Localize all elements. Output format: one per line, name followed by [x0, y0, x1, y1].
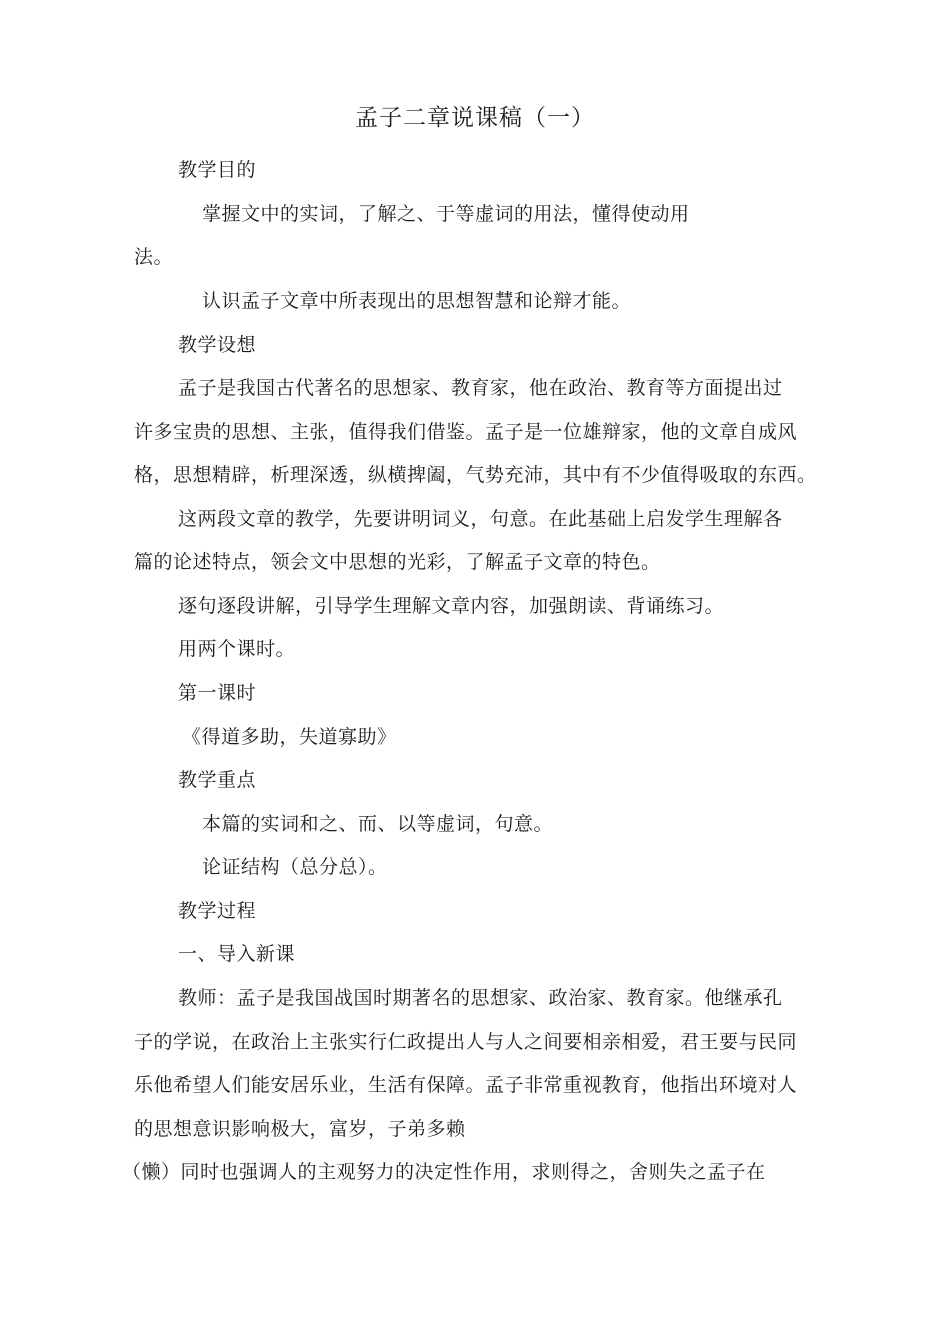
heading-first-lesson: 第一课时 [178, 682, 257, 704]
paragraph-line: 本篇的实词和之、而、以等虚词，句意。 [202, 813, 554, 835]
heading-teaching-objectives: 教学目的 [178, 159, 257, 181]
section-heading: 一、导入新课 [178, 943, 296, 965]
heading-teaching-process: 教学过程 [178, 900, 257, 922]
paragraph-line: 逐句逐段讲解，引导学生理解文章内容，加强朗读、背诵练习。 [178, 595, 725, 617]
document-title: 孟子二章说课稿（一） [355, 105, 595, 131]
paragraph-line: 格，思想精辟，析理深透，纵横捭阖，气势充沛，其中有不少值得吸取的东西。 [134, 464, 817, 486]
paragraph-line: 论证结构（总分总）。 [202, 856, 388, 878]
paragraph-line: 认识孟子文章中所表现出的思想智慧和论辩才能。 [202, 290, 632, 312]
paragraph-line: 用两个课时。 [178, 638, 296, 660]
paragraph-line: 子的学说，在政治上主张实行仁政提出人与人之间要相亲相爱，君王要与民同 [134, 1031, 798, 1053]
paragraph-line: 这两段文章的教学，先要讲明词义，句意。在此基础上启发学生理解各 [178, 508, 783, 530]
paragraph-line: 许多宝贵的思想、主张，值得我们借鉴。孟子是一位雄辩家，他的文章自成风 [134, 421, 798, 443]
heading-teaching-focus: 教学重点 [178, 769, 257, 791]
heading-teaching-design: 教学设想 [178, 334, 257, 356]
paragraph-line: 法。 [134, 246, 174, 268]
paragraph-line: 篇的论述特点，领会文中思想的光彩，了解孟子文章的特色。 [134, 551, 661, 573]
paragraph-line: 孟子是我国古代著名的思想家、教育家，他在政治、教育等方面提出过 [178, 377, 783, 399]
lesson-title: 《得道多助，失道寡助》 [182, 726, 397, 748]
paragraph-line: 教师：孟子是我国战国时期著名的思想家、政治家、教育家。他继承孔 [178, 987, 783, 1009]
paragraph-line: 乐他希望人们能安居乐业，生活有保障。孟子非常重视教育，他指出环境对人 [134, 1074, 798, 1096]
paragraph-line: 掌握文中的实词，了解之、于等虚词的用法，懂得使动用 [202, 203, 690, 225]
paragraph-line: （懒）同时也强调人的主观努力的决定性作用，求则得之，舍则失之孟子在 [122, 1161, 766, 1183]
paragraph-line: 的思想意识影响极大，富岁，子弟多赖 [134, 1118, 466, 1140]
